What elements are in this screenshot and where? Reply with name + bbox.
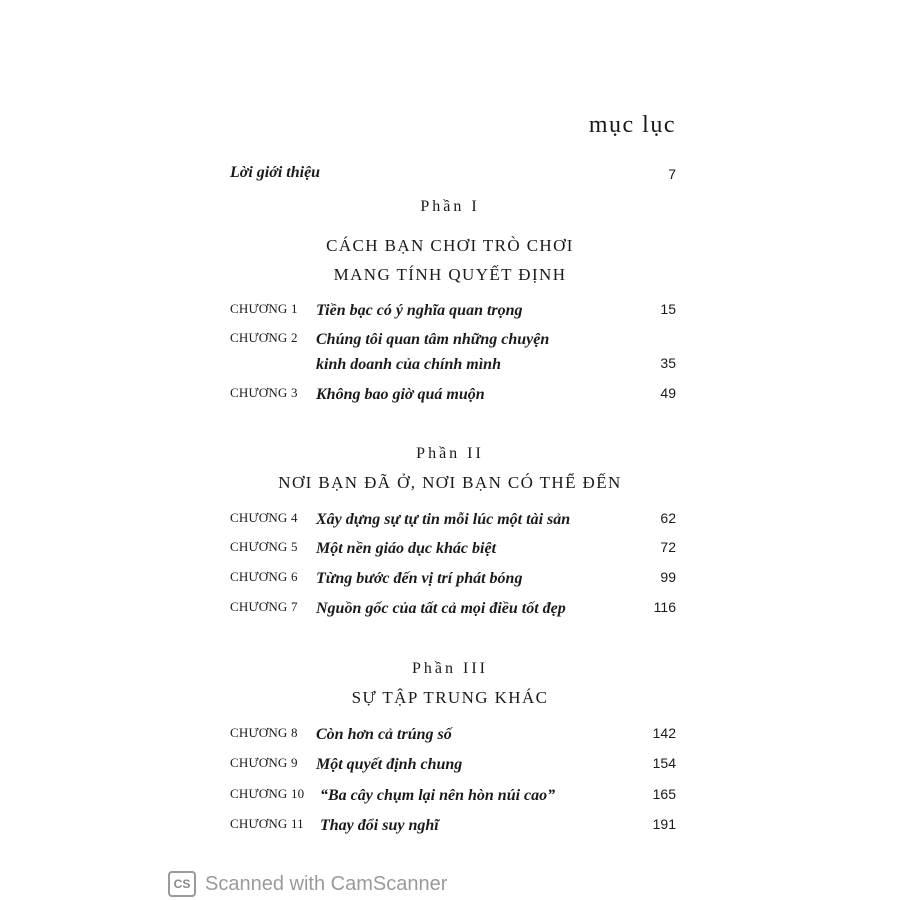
chapter-title: Từng bước đến vị trí phát bóng <box>316 570 523 587</box>
chapter-page: 62 <box>660 510 676 526</box>
chapter-title: Xây dựng sự tự tin mỗi lúc một tài sản <box>316 511 571 528</box>
chapter-number: CHƯƠNG 3 <box>230 385 298 400</box>
camscanner-watermark <box>168 870 447 898</box>
chapter-page: 165 <box>652 786 676 802</box>
chapter-page: 116 <box>653 599 676 615</box>
chapter-page: 49 <box>660 385 676 401</box>
chapter-title: Một quyết định chung <box>316 756 463 773</box>
chapter-title: “Ba cây chụm lại nên hòn núi cao” <box>320 787 556 804</box>
chapter-number: CHƯƠNG 5 <box>230 539 298 554</box>
chapter-number: CHƯƠNG 9 <box>230 755 298 770</box>
toc-intro-entry <box>230 164 676 190</box>
chapter-title: Nguồn gốc của tất cả mọi điều tốt đẹp <box>316 600 566 617</box>
chapter-title: Thay đổi suy nghĩ <box>320 817 439 834</box>
chapter-number: CHƯƠNG 1 <box>230 301 298 316</box>
chapter-page: 154 <box>652 755 676 771</box>
chapter-page: 15 <box>660 301 676 317</box>
chapter-number: CHƯƠNG 4 <box>230 510 298 525</box>
part-title-line: CÁCH BẠN CHƠI TRÒ CHƠI <box>326 236 574 255</box>
part-label: Phần I <box>420 198 480 215</box>
intro-page: 7 <box>668 166 676 182</box>
part-label: Phần III <box>412 660 488 677</box>
chapter-page: 99 <box>660 569 676 585</box>
chapter-number: CHƯƠNG 2 <box>230 330 298 345</box>
chapter-title: Chúng tôi quan tâm những chuyện kinh doanh của chính mình <box>316 331 550 373</box>
intro-title: Lời giới thiệu <box>230 164 321 181</box>
chapter-number: CHƯƠNG 7 <box>230 599 298 614</box>
watermark-text: Scanned with CamScanner <box>205 872 448 895</box>
camscanner-logo-icon: CS <box>168 871 196 897</box>
chapter-title: Không bao giờ quá muộn <box>316 386 485 403</box>
part-title-line: SỰ TẬP TRUNG KHÁC <box>351 688 549 707</box>
chapter-page: 35 <box>660 355 676 371</box>
chapter-page: 191 <box>652 816 676 832</box>
part-label: Phần II <box>416 445 484 462</box>
part-title-line: NƠI BẠN ĐÃ Ở, NƠI BẠN CÓ THỂ ĐẾN <box>278 473 622 492</box>
part-title-line: MANG TÍNH QUYẾT ĐỊNH <box>333 265 567 284</box>
chapter-number: CHƯƠNG 8 <box>230 725 298 740</box>
chapter-title: Một nền giáo dục khác biệt <box>316 540 497 557</box>
chapter-number: CHƯƠNG 6 <box>230 569 298 584</box>
chapter-page: 72 <box>660 539 676 555</box>
chapter-number: CHƯƠNG 10 <box>230 786 305 801</box>
chapter-title: Tiền bạc có ý nghĩa quan trọng <box>316 302 523 319</box>
chapter-title: Còn hơn cả trúng số <box>316 726 452 743</box>
chapter-page: 142 <box>652 725 676 741</box>
chapter-number: CHƯƠNG 11 <box>230 816 304 831</box>
toc-title: mục lục <box>588 112 676 138</box>
